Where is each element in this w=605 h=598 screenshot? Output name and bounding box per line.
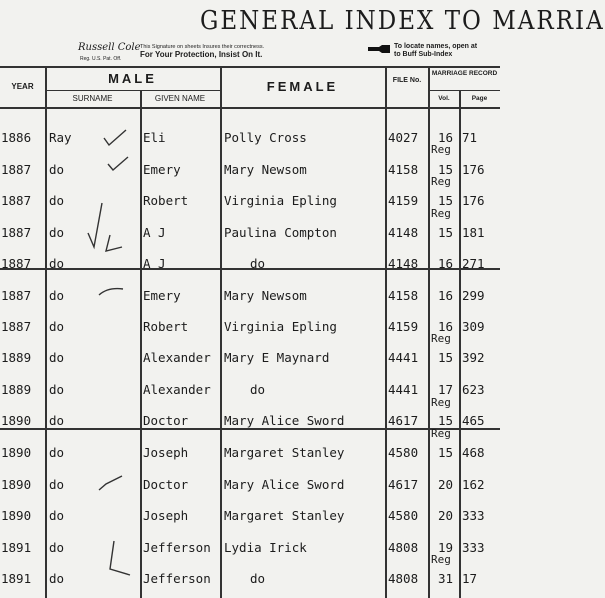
vol-cell: 16 [438, 319, 454, 334]
female-cell: do [250, 382, 266, 397]
vol-cell: 15 [438, 350, 454, 365]
locate-line-2: to Buff Sub-Index [394, 50, 453, 58]
page-cell: 176 [462, 162, 485, 177]
check-mark-icon [100, 537, 134, 581]
year-cell: 1889 [1, 350, 32, 365]
file-cell: 4159 [388, 193, 419, 208]
surname-cell: do [49, 540, 65, 555]
female-cell: Mary Alice Sword [224, 413, 345, 428]
check-mark-icon [82, 195, 126, 257]
reg-mark: Reg [431, 396, 451, 409]
female-cell: Virginia Epling [224, 193, 337, 208]
protection-notice [140, 44, 264, 60]
female-cell: Virginia Epling [224, 319, 337, 334]
file-cell: 4808 [388, 571, 419, 586]
male-header: MALE [108, 71, 157, 86]
year-cell: 1890 [1, 413, 32, 428]
file-cell: 4617 [388, 477, 419, 492]
surname-cell: do [49, 413, 65, 428]
given-name-cell: Jefferson [143, 571, 211, 586]
year-cell: 1891 [1, 571, 32, 586]
female-cell: Paulina Compton [224, 225, 337, 240]
check-mark-icon [96, 472, 126, 496]
page-cell: 17 [462, 571, 478, 586]
female-cell: Mary Newsom [224, 162, 307, 177]
vol-cell: 20 [438, 508, 454, 523]
notice-line-1: This Signature on sheets Insures their correctness. [140, 44, 265, 50]
reg-mark: Reg [431, 332, 451, 345]
locate-instructions [394, 43, 477, 58]
logo-trademark: Reg. U.S. Pat. Off. [80, 56, 122, 62]
year-cell: 1890 [1, 508, 32, 523]
signature-logo: Russell Cole [78, 42, 141, 53]
surname-cell: do [49, 350, 65, 365]
page-cell: 333 [462, 540, 485, 555]
surname-cell: do [49, 571, 65, 586]
notice-line-2: For Your Protection, Insist On It. [140, 50, 263, 60]
surname-cell: do [49, 319, 65, 334]
female-cell: do [250, 256, 266, 271]
surname-cell: do [49, 508, 65, 523]
reg-mark: Reg [431, 427, 451, 440]
year-cell: 1887 [1, 225, 32, 240]
marriage-record-header: MARRIAGE RECORD [431, 70, 498, 77]
given-name-cell: A J [143, 256, 166, 271]
surname-cell: Ray [49, 130, 72, 145]
female-cell: Mary Alice Sword [224, 477, 345, 492]
female-cell: Polly Cross [224, 130, 307, 145]
given-name-cell: Joseph [143, 445, 189, 460]
surname-cell: do [49, 445, 65, 460]
reg-mark: Reg [431, 207, 451, 220]
file-cell: 4580 [388, 445, 419, 460]
female-cell: do [250, 571, 266, 586]
page-header: Page [471, 95, 488, 102]
page-cell: 271 [462, 256, 485, 271]
female-cell: Margaret Stanley [224, 508, 345, 523]
page-title: GENERAL INDEX TO MARRIA [200, 6, 605, 36]
vol-cell: 16 [438, 256, 454, 271]
surname-cell: do [49, 225, 65, 240]
vol-cell: 16 [438, 130, 454, 145]
vol-cell: 17 [438, 382, 454, 397]
year-cell: 1887 [1, 162, 32, 177]
surname-cell: do [49, 256, 65, 271]
reg-mark: Reg [431, 175, 451, 188]
given-name-cell: Emery [143, 288, 181, 303]
given-name-cell: Jefferson [143, 540, 211, 555]
file-cell: 4441 [388, 382, 419, 397]
year-cell: 1887 [1, 319, 32, 334]
year-cell: 1887 [1, 288, 32, 303]
female-cell: Mary E Maynard [224, 350, 330, 365]
check-mark-icon [96, 285, 126, 299]
file-cell: 4808 [388, 540, 419, 555]
year-cell: 1889 [1, 382, 32, 397]
page-cell: 299 [462, 288, 485, 303]
given-name-cell: A J [143, 225, 166, 240]
year-cell: 1890 [1, 445, 32, 460]
given-name-cell: Doctor [143, 477, 189, 492]
vol-cell: 15 [438, 445, 454, 460]
page-cell: 162 [462, 477, 485, 492]
surname-cell: do [49, 288, 65, 303]
page-cell: 181 [462, 225, 485, 240]
file-cell: 4441 [388, 350, 419, 365]
page-cell: 71 [462, 130, 478, 145]
reg-mark: Reg [431, 143, 451, 156]
locate-line-1: To locate names, open at [394, 43, 478, 50]
surname-cell: do [49, 162, 65, 177]
reg-mark: Reg [431, 553, 451, 566]
page-cell: 623 [462, 382, 485, 397]
page-cell: 309 [462, 319, 485, 334]
vol-cell: 15 [438, 225, 454, 240]
page-cell: 392 [462, 350, 485, 365]
file-cell: 4158 [388, 288, 419, 303]
given-name-cell: Doctor [143, 413, 189, 428]
file-cell: 4159 [388, 319, 419, 334]
page-cell: 333 [462, 508, 485, 523]
vol-header: Vol. [438, 95, 450, 102]
vol-cell: 19 [438, 540, 454, 555]
given-name-cell: Emery [143, 162, 181, 177]
given-name-cell: Joseph [143, 508, 189, 523]
check-mark-icon [104, 155, 132, 173]
given-name-cell: Robert [143, 193, 189, 208]
female-cell: Mary Newsom [224, 288, 307, 303]
page-cell: 468 [462, 445, 485, 460]
given-name-cell: Robert [143, 319, 189, 334]
page-cell: 176 [462, 193, 485, 208]
surname-cell: do [49, 382, 65, 397]
file-cell: 4617 [388, 413, 419, 428]
surname-cell: do [49, 477, 65, 492]
file-cell: 4580 [388, 508, 419, 523]
page-cell: 465 [462, 413, 485, 428]
given-name-cell: Alexander [143, 382, 211, 397]
year-cell: 1886 [1, 130, 32, 145]
vol-cell: 16 [438, 288, 454, 303]
file-cell: 4158 [388, 162, 419, 177]
year-header: YEAR [11, 82, 34, 91]
vol-cell: 15 [438, 193, 454, 208]
year-cell: 1890 [1, 477, 32, 492]
vol-cell: 31 [438, 571, 454, 586]
female-header: FEMALE [266, 79, 339, 94]
file-cell: 4148 [388, 225, 419, 240]
file-cell: 4148 [388, 256, 419, 271]
file-cell: 4027 [388, 130, 419, 145]
female-cell: Margaret Stanley [224, 445, 345, 460]
given-name-cell: Eli [143, 130, 166, 145]
given-name-header: GIVEN NAME [154, 94, 206, 103]
pointing-hand-icon [368, 45, 390, 53]
vol-cell: 15 [438, 413, 454, 428]
file-no-header: FILE No. [392, 77, 422, 84]
year-cell: 1891 [1, 540, 32, 555]
surname-cell: do [49, 193, 65, 208]
year-cell: 1887 [1, 256, 32, 271]
year-cell: 1887 [1, 193, 32, 208]
check-mark-icon [100, 128, 130, 148]
vol-cell: 20 [438, 477, 454, 492]
given-name-cell: Alexander [143, 350, 211, 365]
female-cell: Lydia Irick [224, 540, 307, 555]
vol-cell: 15 [438, 162, 454, 177]
surname-header: SURNAME [72, 94, 113, 103]
